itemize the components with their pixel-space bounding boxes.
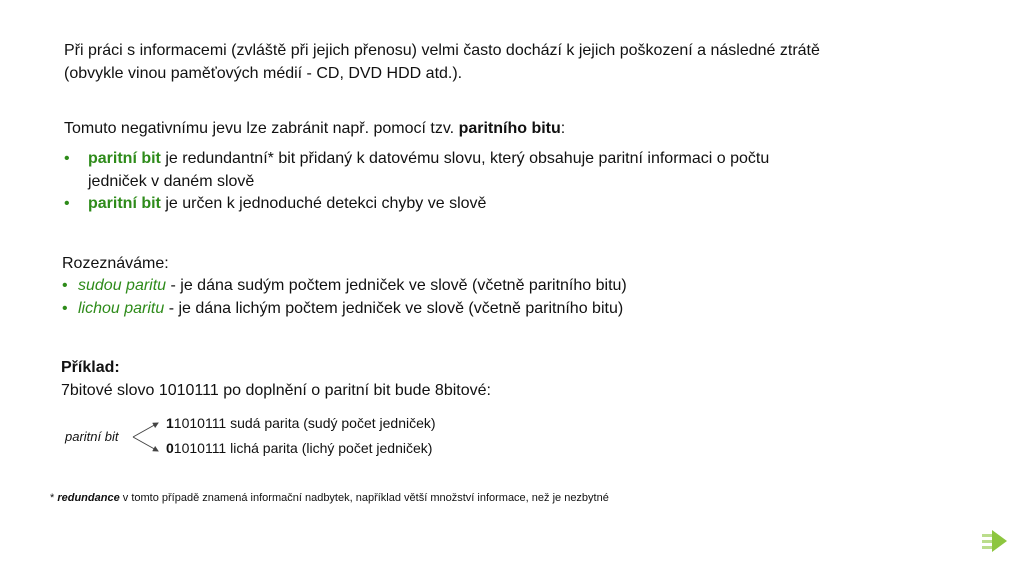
bullet-dot: • — [64, 150, 70, 167]
example-heading: Příklad: — [61, 359, 120, 376]
odd-parity-term: lichou paritu — [78, 300, 165, 317]
bullet-text: je redundantní* bit přidaný k datovému slovu, který obsahuje paritní informaci o počtu — [160, 150, 770, 167]
distinguish-heading: Rozeznáváme: — [62, 255, 169, 272]
footnote — [50, 491, 609, 505]
bullet-term: paritní bit — [88, 150, 161, 167]
intro-line-2: (obvykle vinou paměťových médií - CD, DVD HDD atd.). — [64, 65, 463, 82]
example-row-text: 1010111 lichá parita (lichý počet jedniček) — [173, 440, 433, 456]
example-text: 7bitové slovo 1010111 po doplnění o paritní bit bude 8bitové: — [61, 382, 491, 399]
intro-paragraph — [64, 39, 820, 85]
parity-bit-term: paritního bitu — [458, 120, 561, 137]
footnote-text: v tomto případě znamená informační nadbytek, například větší množství informace, než je nezbytné — [119, 492, 609, 504]
even-parity-item — [62, 274, 627, 297]
footnote-star: * — [50, 492, 58, 504]
even-parity-term: sudou paritu — [78, 277, 167, 294]
prevention-sentence — [64, 117, 565, 140]
next-slide-arrow-icon[interactable] — [978, 526, 1010, 556]
upper-arrow — [133, 423, 158, 437]
bullet-term: paritní bit — [88, 195, 161, 212]
odd-parity-example — [166, 438, 432, 458]
bullet-dot: • — [64, 195, 70, 212]
bullet-text: je určen k jednoduché detekci chyby ve slově — [160, 195, 487, 212]
branch-arrows-icon — [130, 418, 164, 456]
parity-bit-label: paritní bit — [65, 429, 119, 444]
parity-bit-value: 1 — [166, 415, 174, 431]
odd-parity-text: - je dána lichým počtem jedniček ve slově (včetně paritního bitu) — [164, 300, 624, 317]
even-parity-text: - je dána sudým počtem jedniček ve slově (včetně paritního bitu) — [166, 277, 627, 294]
colon: : — [560, 120, 566, 137]
odd-parity-item — [62, 297, 623, 320]
bullet-item-parity-definition — [64, 147, 769, 193]
intro-line-1: Při práci s informacemi (zvláště při jejich přenosu) velmi často dochází k jejich poškození a následné ztrátě — [64, 42, 820, 59]
even-parity-example — [166, 413, 436, 433]
bullet-item-parity-purpose — [64, 192, 486, 215]
bullet-dot: • — [62, 277, 68, 294]
parity-bit-value: 0 — [166, 440, 174, 456]
lower-arrow — [133, 437, 158, 451]
bullet-text-continued: jedniček v daném slově — [88, 173, 255, 190]
bullet-dot: • — [62, 300, 68, 317]
example-row-text: 1010111 sudá parita (sudý počet jedniček) — [173, 415, 436, 431]
footnote-term: redundance — [57, 492, 120, 504]
prevention-text: Tomuto negativnímu jevu lze zabránit např. pomocí tzv. — [64, 120, 459, 137]
